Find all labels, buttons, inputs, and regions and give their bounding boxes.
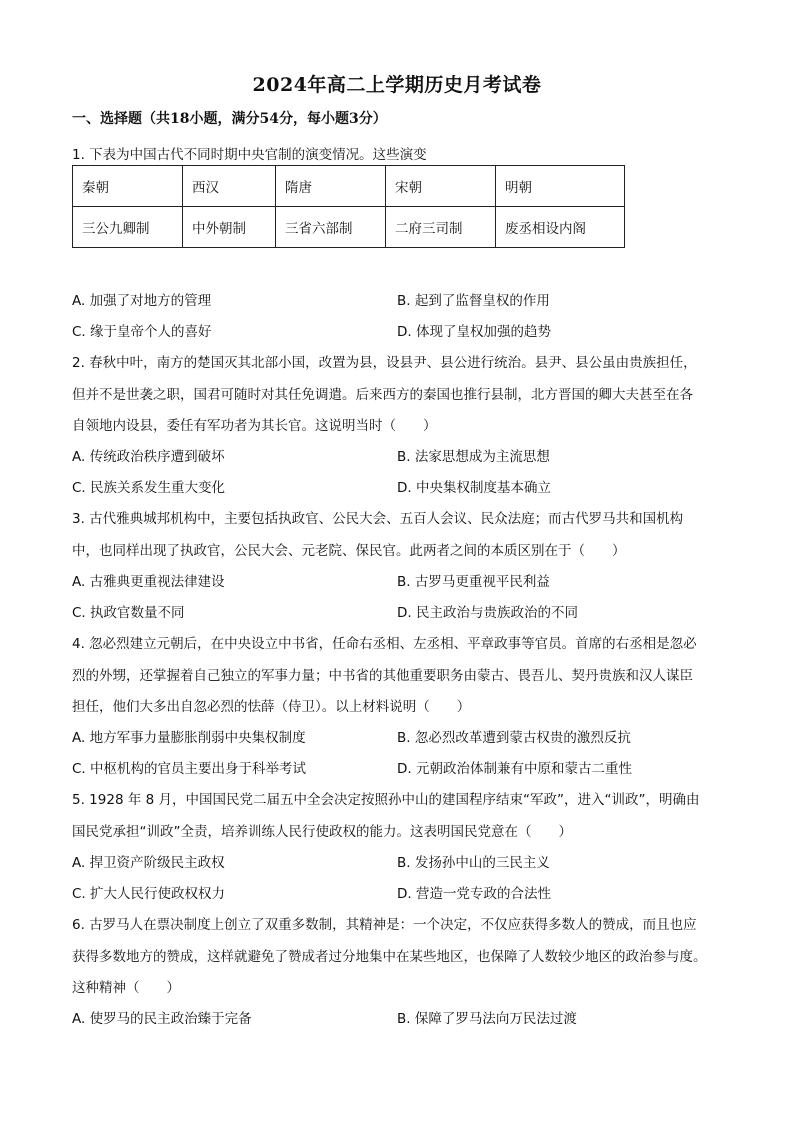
q6-option-a[interactable]: A. 使罗马的民主政治臻于完备 (72, 1011, 252, 1027)
q3-stem-line: 中，也同样出现了执政官，公民大会、元老院、保民官。此两者之间的本质区别在于（ ） (72, 543, 626, 559)
q4-stem-line: 烈的外甥，还掌握着自己独立的军事力量；中书省的其他重要职务由蒙古、畏吾儿、契丹贵族和汉人谋臣 (72, 668, 693, 684)
q6-option-b[interactable]: B. 保障了罗马法向万民法过渡 (397, 1011, 577, 1027)
q3-stem-line: 3. 古代雅典城邦机构中，主要包括执政官、公民大会、五百人会议、民众法庭；而古代罗马共和国机构 (72, 511, 684, 527)
section-heading: 一、选择题（共18小题，满分54分，每小题3分） (72, 111, 387, 127)
q1-option-b[interactable]: B. 起到了监督皇权的作用 (397, 293, 550, 309)
table-row (73, 207, 625, 248)
table-cell: 三公九卿制 (73, 207, 183, 248)
q1-stem: 1. 下表为中国古代不同时期中央官制的演变情况。这些演变 (72, 147, 427, 163)
q3-option-c[interactable]: C. 执政官数量不同 (72, 605, 185, 621)
q5-option-a[interactable]: A. 捍卫资产阶级民主政权 (72, 855, 225, 871)
table-header-cell: 明朝 (496, 166, 625, 207)
q1-option-c[interactable]: C. 缘于皇帝个人的喜好 (72, 324, 212, 340)
table-cell: 中外朝制 (183, 207, 276, 248)
q6-stem-line: 获得多数地方的赞成，这样就避免了赞成者过分地集中在某些地区，也保障了人数较少地区的政治参与度。 (72, 949, 707, 965)
q6-stem-line: 6. 古罗马人在票决制度上创立了双重多数制，其精神是：一个决定，不仅应获得多数人的赞成，而且也应 (72, 917, 697, 933)
q1-option-d[interactable]: D. 体现了皇权加强的趋势 (397, 324, 551, 340)
q1-table (72, 165, 625, 248)
q1-option-a[interactable]: A. 加强了对地方的管理 (72, 293, 212, 309)
q2-option-a[interactable]: A. 传统政治秩序遭到破坏 (72, 449, 225, 465)
q4-option-d[interactable]: D. 元朝政治体制兼有中原和蒙古二重性 (397, 761, 632, 777)
table-header-cell: 隋唐 (276, 166, 386, 207)
q2-stem-line: 但并不是世袭之职，国君可随时对其任免调遣。后来西方的秦国也推行县制，北方晋国的卿大夫甚至在各 (72, 387, 693, 403)
table-cell: 二府三司制 (386, 207, 496, 248)
q4-option-b[interactable]: B. 忽必烈改革遭到蒙古权贵的激烈反抗 (397, 730, 631, 746)
q5-stem-line: 国民党承担“训政”全责，培养训练人民行使政权的能力。这表明国民党意在（ ） (72, 824, 572, 840)
table-header-cell: 西汉 (183, 166, 276, 207)
exam-title: 2024年高二上学期历史月考试卷 (252, 74, 542, 96)
table-header-cell: 秦朝 (73, 166, 183, 207)
q5-option-c[interactable]: C. 扩大人民行使政权权力 (72, 886, 226, 902)
table-cell: 三省六部制 (276, 207, 386, 248)
q4-option-c[interactable]: C. 中枢机构的官员主要出身于科举考试 (72, 761, 307, 777)
q2-option-c[interactable]: C. 民族关系发生重大变化 (72, 480, 226, 496)
q4-stem-line: 4. 忽必烈建立元朝后，在中央设立中书省，任命右丞相、左丞相、平章政事等官员。首席的右丞相是忽必 (72, 636, 697, 652)
q2-stem-line: 2. 春秋中叶，南方的楚国灭其北部小国，改置为县，设县尹、县公进行统治。县尹、县公虽由贵族担任， (72, 355, 697, 371)
q5-option-b[interactable]: B. 发扬孙中山的三民主义 (397, 855, 550, 871)
q5-option-d[interactable]: D. 营造一党专政的合法性 (397, 886, 551, 902)
table-header-cell: 宋朝 (386, 166, 496, 207)
table-cell: 废丞相设内阁 (496, 207, 625, 248)
q2-option-b[interactable]: B. 法家思想成为主流思想 (397, 449, 550, 465)
q4-option-a[interactable]: A. 地方军事力量膨胀削弱中央集权制度 (72, 730, 306, 746)
q2-stem-line: 自领地内设县，委任有军功者为其长官。这说明当时（ ） (72, 418, 437, 434)
q5-stem-line: 5. 1928 年 8 月，中国国民党二届五中全会决定按照孙中山的建国程序结束“军政”，进入“训政”，明确由 (72, 792, 700, 808)
table-row (73, 166, 625, 207)
q6-stem-line: 这种精神（ ） (72, 980, 180, 996)
q3-option-d[interactable]: D. 民主政治与贵族政治的不同 (397, 605, 578, 621)
q2-option-d[interactable]: D. 中央集权制度基本确立 (397, 480, 551, 496)
q4-stem-line: 担任，他们大多出自忽必烈的怯薛（侍卫）。以上材料说明（ ） (72, 699, 471, 715)
q3-option-a[interactable]: A. 古雅典更重视法律建设 (72, 574, 225, 590)
q3-option-b[interactable]: B. 古罗马更重视平民利益 (397, 574, 550, 590)
